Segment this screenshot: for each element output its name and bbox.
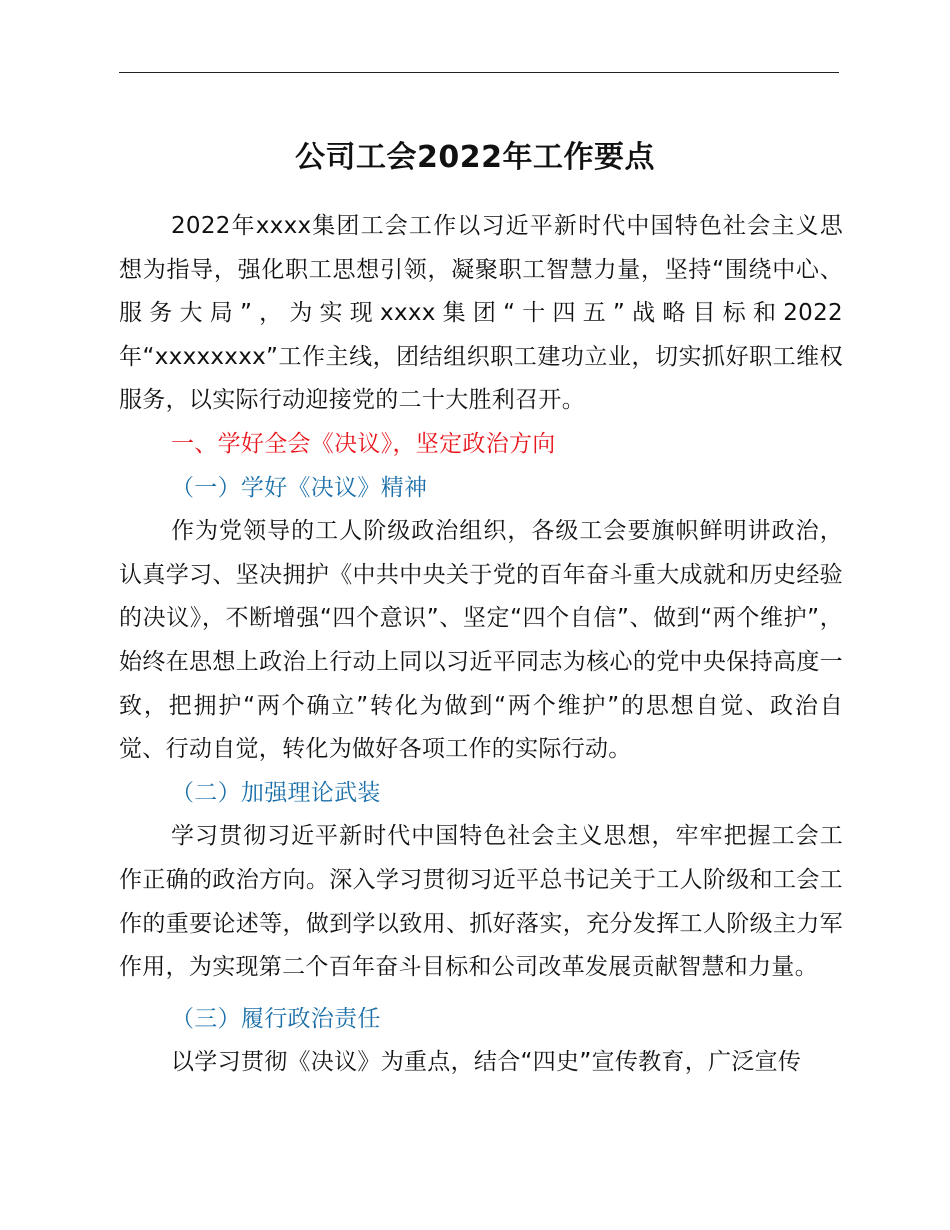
section-heading-1: 一、学好全会《决议》，坚定政治方向 bbox=[171, 430, 556, 457]
intro-paragraph: 2022年xxxx集团工会工作以习近平新时代中国特色社会主义思想为指导，强化职工思想引领，凝聚职工智慧力量，坚持“围绕中心、服务大局”，为实现xxxx集团“十四五”战略目标和2022年“xxxxxxxx”工作主线，团结组织职工建功立业，切实抓好职工维权服务，以实际行动迎接党的二十大胜利召开。 bbox=[119, 213, 843, 414]
subsection-heading-1: （一）学好《决议》精神 bbox=[171, 474, 428, 501]
subsection-paragraph-1: 作为党领导的工人阶级政治组织，各级工会要旗帜鲜明讲政治，认真学习、坚决拥护《中共中央关于党的百年奋斗重大成就和历史经验的决议》，不断增强“四个意识”、坚定“四个自信”、做到“两个维护”，始终在思想上政治上行动上同以习近平同志为核心的党中央保持高度一致，把拥护“两个确立”转化为做到“两个维护”的思想自觉、政治自觉、行动自觉，转化为做好各项工作的实际行动。 bbox=[119, 518, 843, 763]
subsection-paragraph-3: 以学习贯彻《决议》为重点，结合“四史”宣传教育，广泛宣传 bbox=[171, 1049, 802, 1076]
spacer bbox=[119, 990, 843, 998]
document-body bbox=[119, 205, 843, 1085]
subsection-heading-3: （三）履行政治责任 bbox=[171, 1005, 381, 1032]
document-title: 公司工会2022年工作要点 bbox=[295, 140, 655, 175]
subsection-heading-2: （二）加强理论武装 bbox=[171, 779, 381, 806]
header-rule bbox=[119, 72, 839, 73]
subsection-paragraph-2: 学习贯彻习近平新时代中国特色社会主义思想，牢牢把握工会工作正确的政治方向。深入学习贯彻习近平总书记关于工人阶级和工会工作的重要论述等，做到学以致用、抓好落实，充分发挥工人阶级主力军作用，为实现第二个百年奋斗目标和公司改革发展贡献智慧和力量。 bbox=[119, 823, 843, 981]
